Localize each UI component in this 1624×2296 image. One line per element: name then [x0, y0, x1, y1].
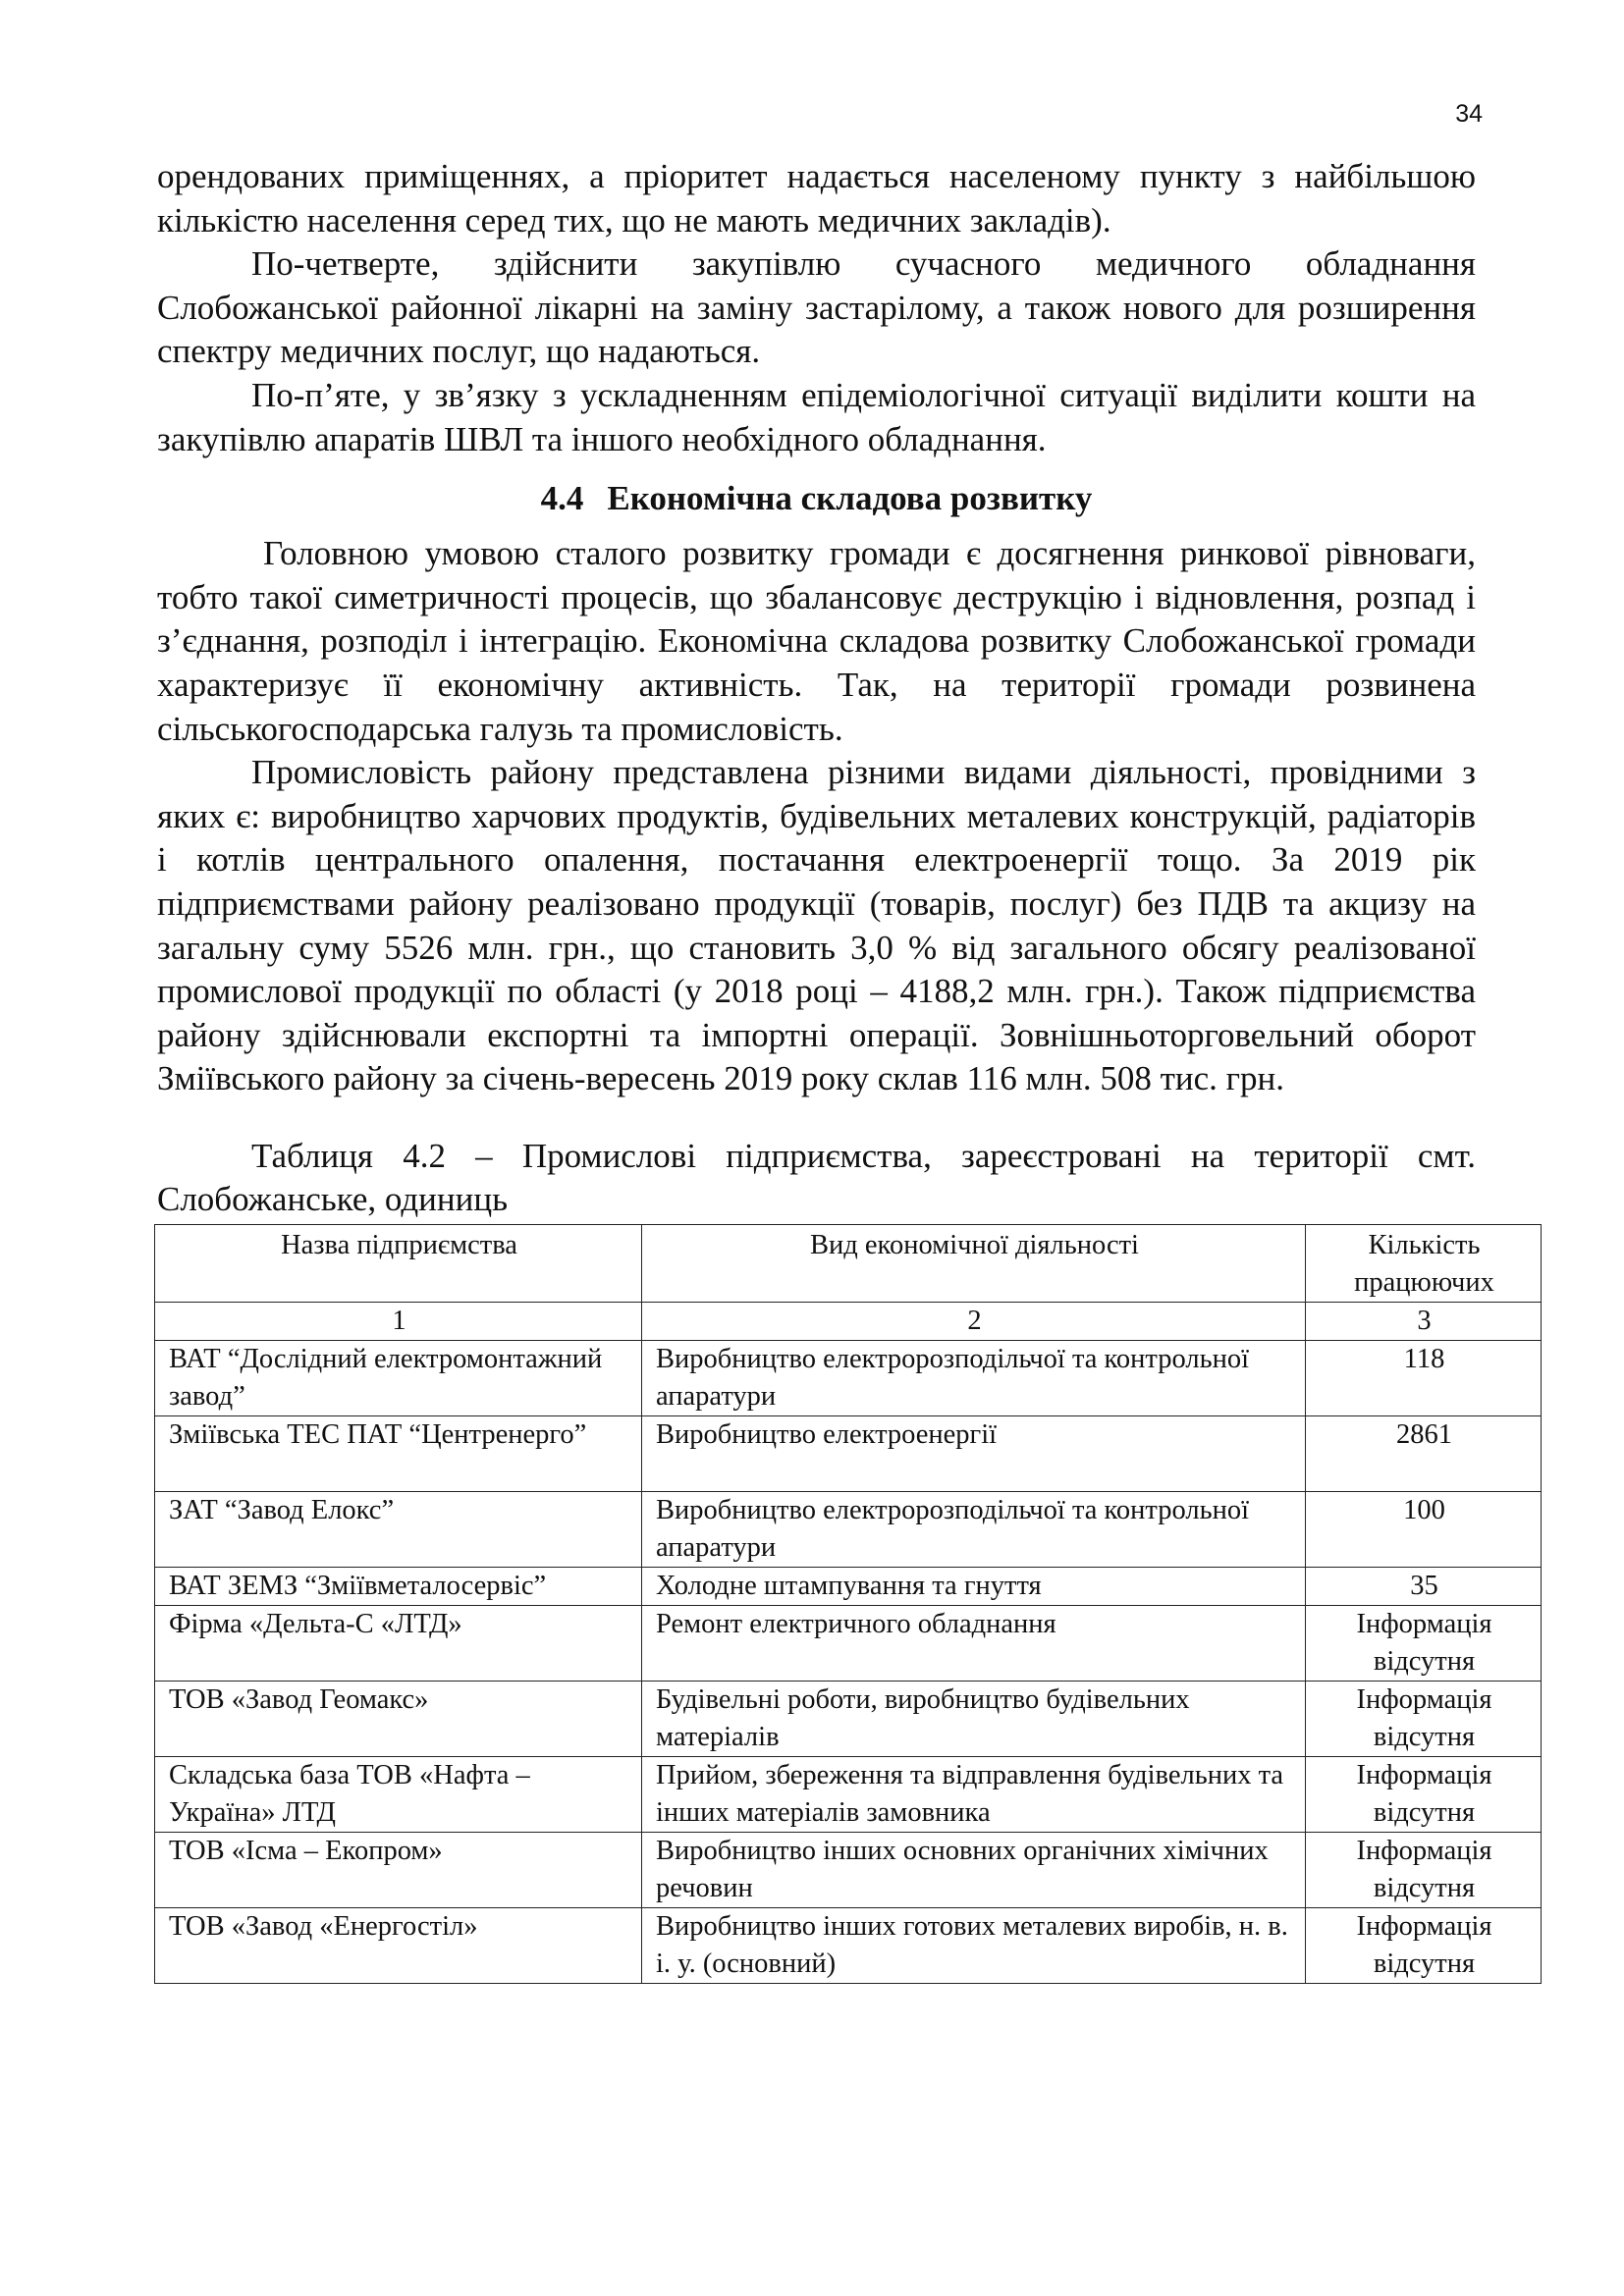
header-count: Кількість працюючих — [1306, 1225, 1542, 1303]
enterprise-activity: Виробництво електророзподільчої та контрольної апаратури — [642, 1341, 1306, 1416]
enterprise-name: ТОВ «Завод Геомакс» — [155, 1682, 642, 1757]
enterprise-activity: Виробництво електроенергії — [642, 1416, 1306, 1492]
column-number: 2 — [642, 1303, 1306, 1341]
table-row — [155, 1606, 1542, 1682]
section-number: 4.4 — [540, 479, 584, 518]
table-row — [155, 1757, 1542, 1833]
paragraph-fourth-point: По-четверте, здійснити закупівлю сучасного медичного обладнання Слобожанської районної лікарні на заміну застарілому, а також нового для розширення спектру медичних послуг, що надаються. — [157, 244, 1476, 371]
enterprise-name: ТОВ «Ісма – Екопром» — [155, 1833, 642, 1908]
employee-count: 35 — [1306, 1568, 1542, 1606]
column-number: 3 — [1306, 1303, 1542, 1341]
page-content — [157, 155, 1494, 1984]
paragraph-industry: Промисловість району представлена різними видами діяльності, провідними з яких є: виробництво харчових продуктів, будівельних металевих конструкцій, радіаторів і котлів центрального опалення, постачання електроенергії тощо. За 2019 рік підприємствами району реалізовано продукції (товарів, послуг) без ПДВ та акцизу на загальну суму 5526 млн. грн., що становить 3,0 % від загального обсягу реалізованої промислової продукції по області (у 2018 році – 4188,2 млн. грн.). Також підприємства району здійснювали експортні та імпортні операції. Зовнішньоторговельний оборот Зміївського району за січень-вересень 2019 року склав 116 млн. 508 тис. грн. — [157, 753, 1476, 1098]
employee-count: 2861 — [1306, 1416, 1542, 1492]
enterprise-name: ВАТ “Дослідний електромонтажний завод” — [155, 1341, 642, 1416]
enterprise-activity: Прийом, збереження та відправлення будівельних та інших матеріалів замовника — [642, 1757, 1306, 1833]
table-row — [155, 1492, 1542, 1568]
enterprises-table — [154, 1224, 1542, 1984]
enterprise-activity: Виробництво інших основних органічних хімічних речовин — [642, 1833, 1306, 1908]
table-row — [155, 1416, 1542, 1492]
paragraph-continued: орендованих приміщеннях, а пріоритет надається населеному пункту з найбільшою кількістю населення серед тих, що не мають медичних закладів). — [157, 157, 1476, 240]
employee-count: Інформація відсутня — [1306, 1908, 1542, 1984]
table-caption: Таблиця 4.2 – Промислові підприємства, зареєстровані на території смт. Слобожанське, одиниць — [157, 1136, 1476, 1219]
table-row — [155, 1833, 1542, 1908]
section-title: Економічна складова розвитку — [607, 479, 1093, 518]
enterprise-name: ВАТ ЗЕМЗ “Зміївметалосервіс” — [155, 1568, 642, 1606]
enterprise-name: Фірма «Дельта-С «ЛТД» — [155, 1606, 642, 1682]
table-header-row — [155, 1225, 1542, 1303]
employee-count: Інформація відсутня — [1306, 1833, 1542, 1908]
page-number: 34 — [1455, 100, 1483, 128]
enterprise-activity: Виробництво інших готових металевих виробів, н. в. і. у. (основний) — [642, 1908, 1306, 1984]
employee-count: 100 — [1306, 1492, 1542, 1568]
enterprise-activity: Ремонт електричного обладнання — [642, 1606, 1306, 1682]
paragraph-sustainable-development: Головною умовою сталого розвитку громади є досягнення ринкової рівноваги, тобто такої симетричності процесів, що збалансовує деструкцію і відновлення, розпад і з’єднання, розподіл і інтеграцію. Економічна складова розвитку Слобожанської громади характеризує її економічну активність. Так, на території громади розвинена сільськогосподарська галузь та промисловість. — [157, 534, 1476, 748]
employee-count: Інформація відсутня — [1306, 1682, 1542, 1757]
enterprise-activity: Виробництво електророзподільчої та контрольної апаратури — [642, 1492, 1306, 1568]
enterprise-name: Зміївська ТЕС ПАТ “Центренерго” — [155, 1416, 642, 1492]
employee-count: Інформація відсутня — [1306, 1606, 1542, 1682]
table-row — [155, 1568, 1542, 1606]
column-number: 1 — [155, 1303, 642, 1341]
enterprise-activity: Холодне штампування та гнуття — [642, 1568, 1306, 1606]
section-heading — [157, 477, 1476, 520]
enterprise-name: ТОВ «Завод «Енергостіл» — [155, 1908, 642, 1984]
enterprise-activity: Будівельні роботи, виробництво будівельних матеріалів — [642, 1682, 1306, 1757]
column-number-row — [155, 1303, 1542, 1341]
enterprise-name: Складська база ТОВ «Нафта – Україна» ЛТД — [155, 1757, 642, 1833]
header-activity: Вид економічної діяльності — [642, 1225, 1306, 1303]
table-row — [155, 1341, 1542, 1416]
table-row — [155, 1682, 1542, 1757]
enterprise-name: ЗАТ “Завод Елокс” — [155, 1492, 642, 1568]
paragraph-fifth-point: По-п’яте, у зв’язку з ускладненням епідеміологічної ситуації виділити кошти на закупівлю апаратів ШВЛ та іншого необхідного обладнання. — [157, 375, 1476, 458]
header-name: Назва підприємства — [155, 1225, 642, 1303]
table-row — [155, 1908, 1542, 1984]
employee-count: Інформація відсутня — [1306, 1757, 1542, 1833]
employee-count: 118 — [1306, 1341, 1542, 1416]
